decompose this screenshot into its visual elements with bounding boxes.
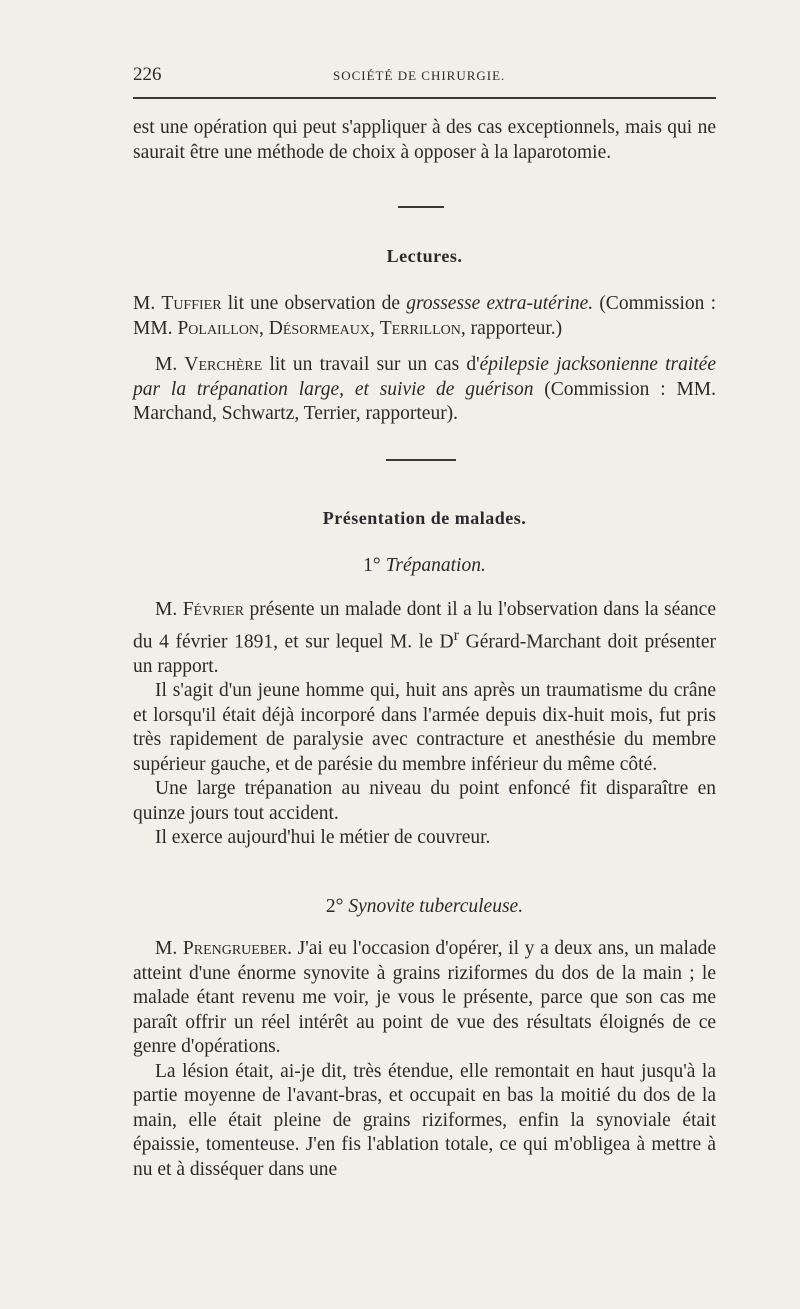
subheading-trepanation: 1° Trépanation. [363, 555, 486, 576]
commission-member: Polaillon [177, 317, 260, 339]
presentation-body-2 [133, 937, 716, 1182]
section-divider [386, 459, 456, 461]
prengrueber-paragraph: M. Prengrueber. J'ai eu l'occasion d'opérer, il y a deux ans, un malade atteint d'une énorme synovite à grains riziformes du dos de la main ; le malade étant revenu me voir, je vous le présente, parce que son cas me paraît offrir un réel intérêt au point de vue des résultats éloignés de ce genre d'opérations. [133, 938, 717, 1057]
author-name: Février [182, 599, 245, 620]
commission-member: Terrillon [379, 317, 461, 339]
fevrier-paragraph: M. Février présente un malade dont il a lu l'observation dans la séance du 4 février 1891, et sur lequel M. le $D^r$ Gérard-Marchant doit présenter un rapport. [133, 599, 716, 677]
author-name: Tuffier [161, 293, 222, 314]
subheading-synovite: 2° Synovite tuberculeuse. [325, 896, 524, 917]
presentation-heading: Présentation de malades. [322, 508, 527, 528]
running-title: SOCIÉTÉ DE CHIRURGIE. [333, 68, 506, 83]
presentation-body-1 [133, 598, 716, 851]
author-name: Verchère [184, 354, 263, 375]
section-divider [398, 206, 444, 208]
page-header [133, 64, 716, 92]
lecture-tuffier: M. Tuffier lit une observation de grossesse extra-utérine. (Commission : MM. Polaillon, Désormeaux, Terrillon, rapporteur.) [133, 293, 717, 339]
lecture-subject: grossesse extra-utérine. [406, 293, 594, 314]
lesion-paragraph: La lésion était, ai-je dit, très étendue, elle remontait en haut jusqu'à la partie moyenne de l'avant-bras, et occupait en bas la moitié du dos de la main, elle était pleine de grains riziformes, enfin la synoviale était épaissie, tomenteuse. J'en fis l'ablation totale, ce qui m'obligea à mettre à nu et à disséquer dans une [133, 1060, 716, 1180]
intro-paragraph [133, 116, 716, 165]
lecture-verchere: M. Verchère lit un travail sur un cas d'épilepsie jacksonienne traitée par la trépanation large, et suivie de guérison (Commission : MM. Marchand, Schwartz, Terrier, rapporteur). [133, 354, 716, 424]
author-name: Prengrueber [182, 938, 288, 959]
header-rule [133, 97, 716, 99]
outcome-paragraph: Il exerce aujourd'hui le métier de couvreur. [155, 827, 491, 848]
case-paragraph: Il s'agit d'un jeune homme qui, huit ans après un traumatisme du crâne et lorsqu'il était déjà incorporé dans l'armée depuis dix-huit mois, fut pris très rapidement de paralysie avec contracture et anesthésie du membre supérieur gauche, et de parésie du membre inférieur du même côté. [133, 680, 716, 775]
lectures-paragraph-1 [133, 292, 716, 341]
lectures-heading: Lectures. [386, 246, 463, 266]
page-number: 226 [133, 64, 162, 85]
lectures-paragraph-2 [133, 353, 716, 427]
trepanation-paragraph: Une large trépanation au niveau du point enfoncé fit disparaître en quinze jours tout accident. [133, 778, 716, 824]
lecture-subject: épilepsie jacksonienne traitée par la trépanation large, et suivie de guérison [133, 354, 716, 400]
intro-text: est une opération qui peut s'appliquer à des cas exceptionnels, mais qui ne saurait être une méthode de choix à opposer à la laparotomie. [133, 117, 716, 163]
commission-member: Désormeaux [268, 317, 370, 339]
